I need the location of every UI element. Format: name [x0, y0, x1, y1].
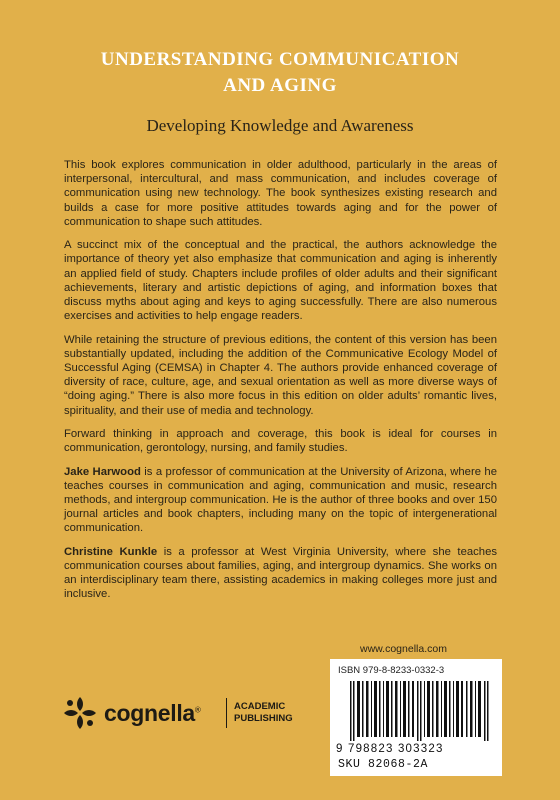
registered-mark: ® [194, 705, 201, 715]
isbn-label: ISBN 979-8-8233-0332-3 [338, 665, 445, 676]
logo-divider [226, 698, 227, 728]
publisher-name-text: cognella [104, 700, 195, 726]
publisher-tagline-line-2: PUBLISHING [234, 713, 293, 724]
publisher-website: www.cognella.com [360, 643, 447, 655]
blurb-paragraph-4: Forward thinking in approach and coverage, this book is ideal for courses in communication, gerontology, nursing, and family studies. [64, 428, 497, 455]
barcode-number: 9 798823 303323 [336, 743, 444, 755]
sku-label: SKU 82068-2A [338, 758, 429, 771]
blurb-paragraph-3: While retaining the structure of previous editions, the content of this version has been substantially updated, including the addition of the Communicative Ecology Model of Successful Aging (CEMSA) in Chapter 4. The authors provide enhanced coverage of diversity of race, culture, age, and sexual orientation as well as more diverse ways of “doing aging.” There is also more focus in this edition on older adults’ romantic lives, spirituality, and their use of media and technology. [64, 333, 497, 417]
publisher-tagline [234, 701, 293, 725]
publisher-tagline-line-1: ACADEMIC [234, 701, 286, 712]
author-bio-2 [64, 545, 497, 602]
author-name-1: Jake Harwood [64, 465, 141, 478]
cognella-mark-icon [62, 695, 98, 731]
author-name-2: Christine Kunkle [64, 545, 158, 558]
author-bio-text-2: is a professor at West Virginia University, where she teaches communication courses about families, aging, and intergroup dynamics. She works on an interdisciplinary team there, assisting academics in making colleges more just and inclusive. [64, 545, 497, 601]
subtitle: Developing Knowledge and Awareness [146, 116, 414, 135]
author-bio-1 [64, 465, 497, 536]
title-line-2: AND AGING [223, 75, 337, 96]
blurb-paragraph-1: This book explores communication in older adulthood, particularly in the areas of interpersonal, intercultural, and mass communication, and includes coverage of communication using new technology. The book synthesizes existing research and builds a case for more positive attitudes towards aging and for the power of communication to shape such attitudes. [64, 159, 497, 228]
title-line-1: UNDERSTANDING COMMUNICATION [100, 49, 460, 70]
blurb [64, 158, 497, 611]
publisher-name [104, 700, 201, 727]
author-bio-text-1: is a professor of communication at the University of Arizona, where he teaches courses in communication and aging, communication and music, research methods, and intergroup communication. He is the author of three books and over 150 journal articles and book chapters, including many on the topic of intergenerational communication. [64, 465, 497, 535]
blurb-paragraph-2: A succinct mix of the conceptual and the practical, the authors acknowledge the importance of theory yet also emphasize that communication and aging is inherently an applied field of study. Chapters include profiles of older adults and their significant achievements, literary and artistic depictions of aging, and information boxes that discuss myths about aging and keys to aging successfully. There are also numerous exercises and activities to help engage readers. [64, 239, 497, 323]
barcode-panel [330, 659, 502, 776]
barcode-icon [350, 681, 490, 741]
